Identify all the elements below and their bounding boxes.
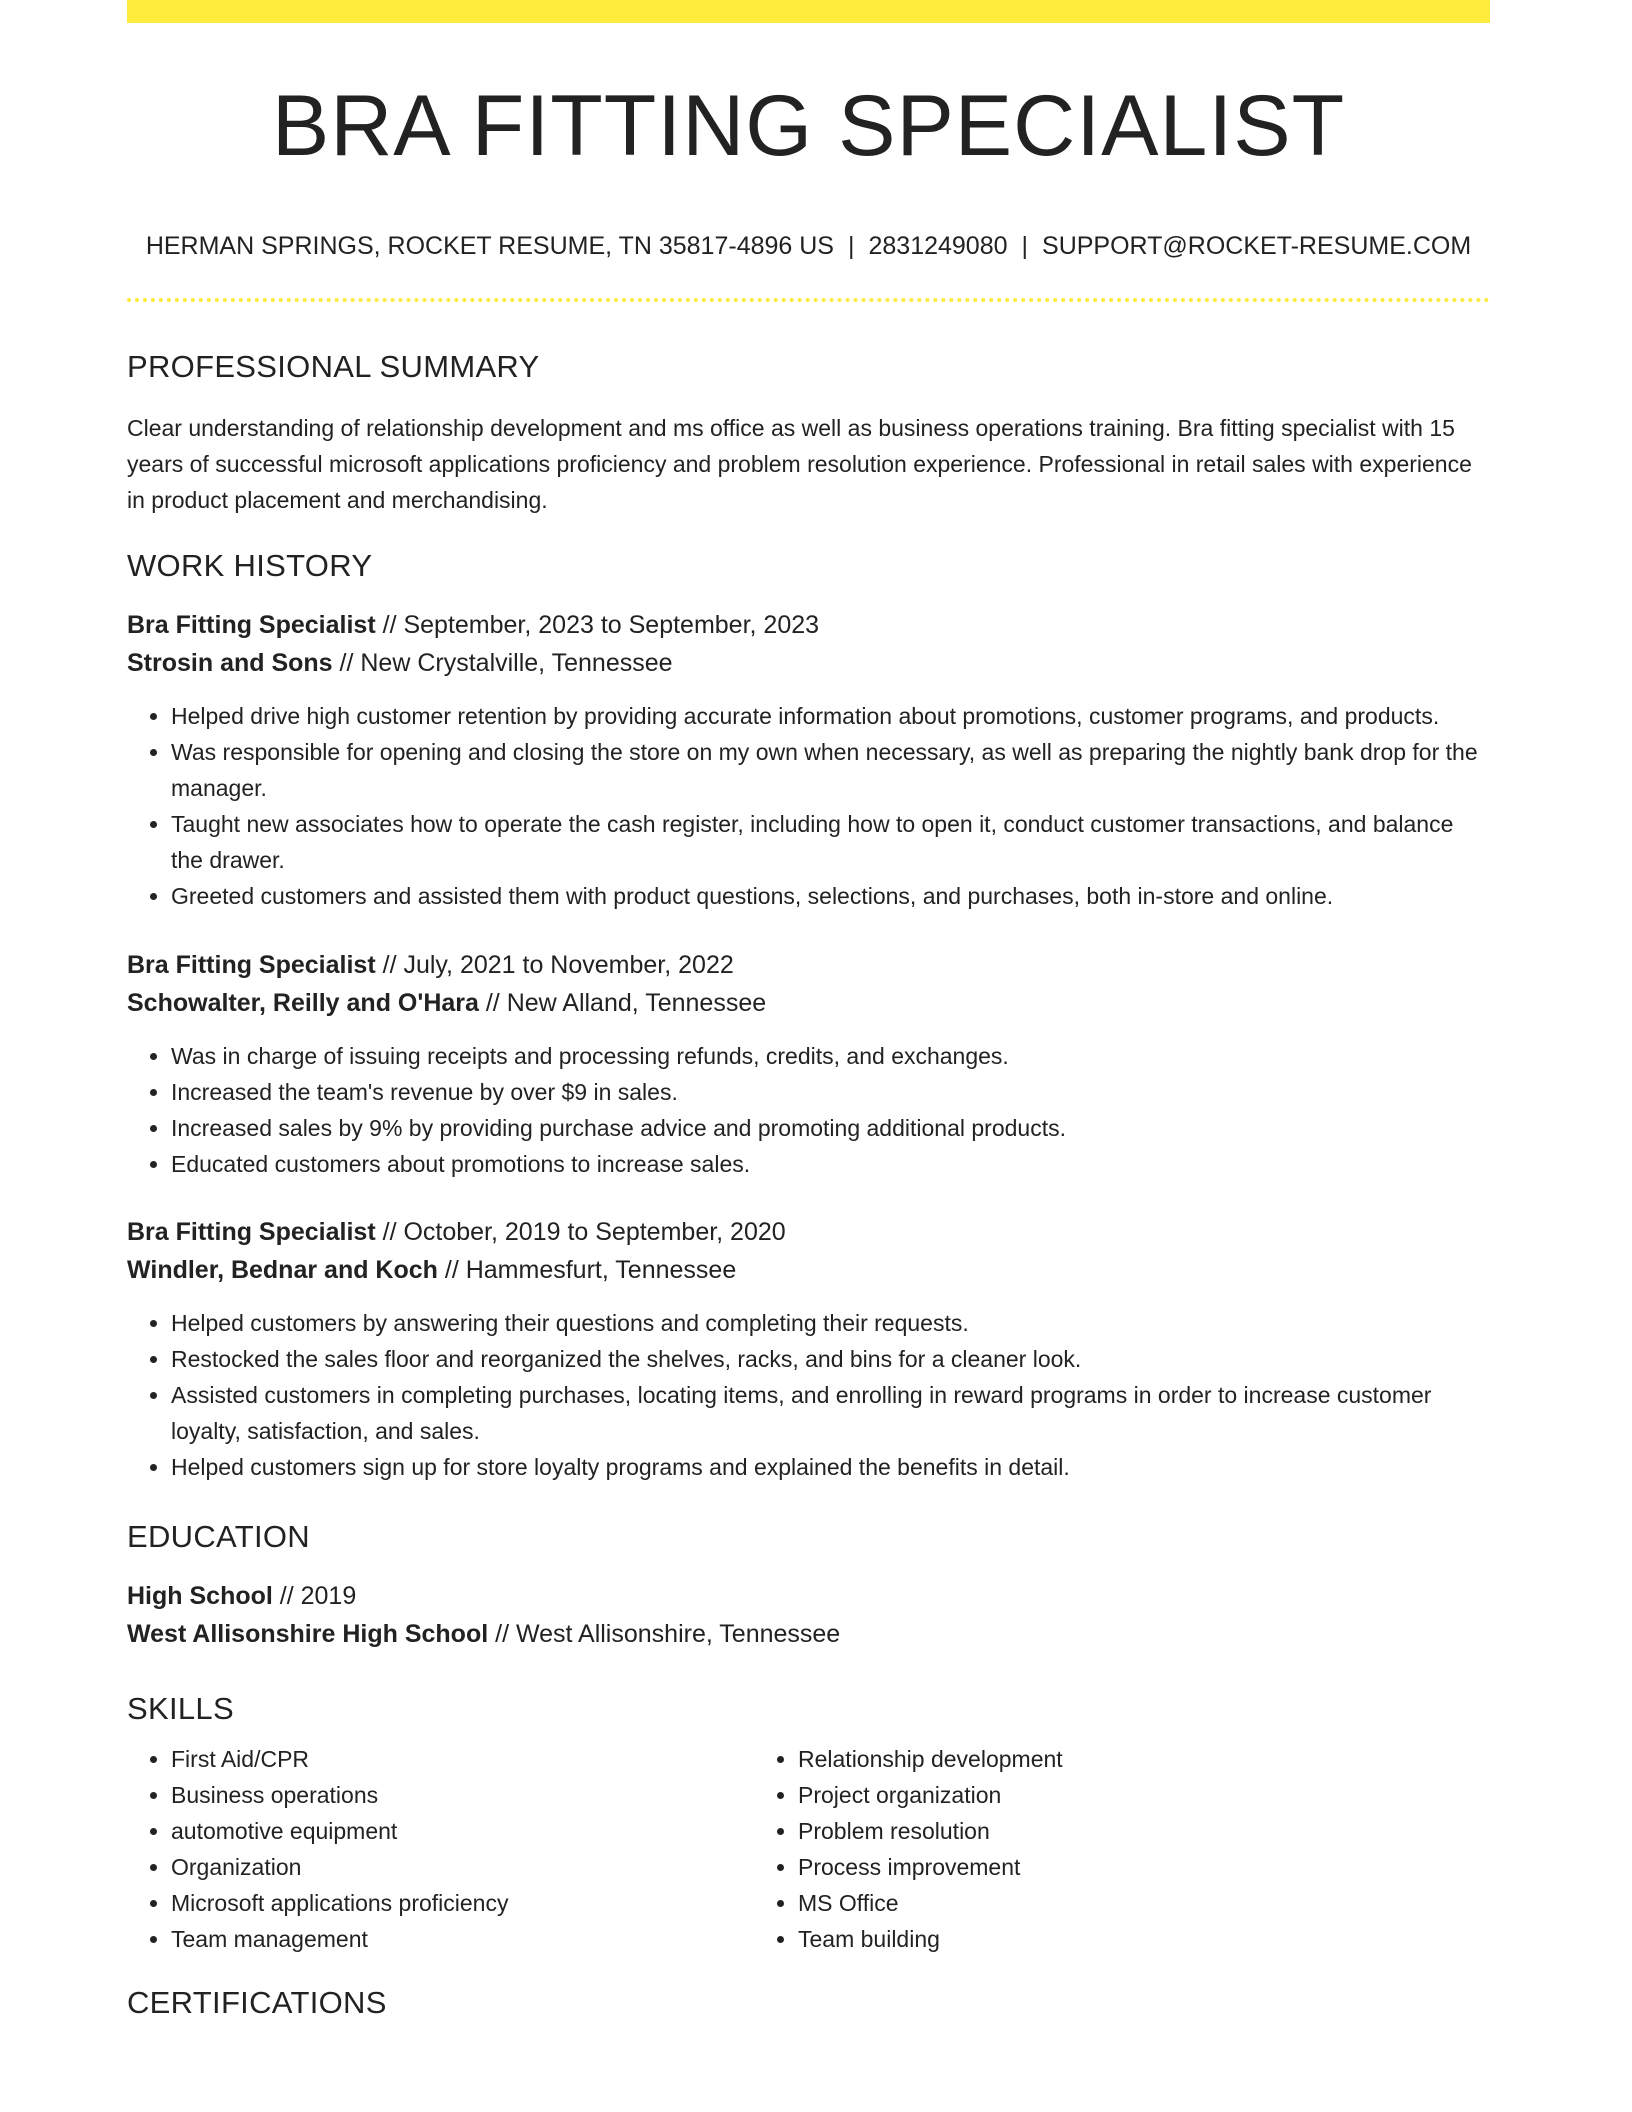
skill-item: • MS Office bbox=[798, 1885, 1381, 1921]
job-bullet: • Helped customers sign up for store loyalty programs and explained the benefits in detail. bbox=[171, 1449, 1490, 1485]
work-history-heading: WORK HISTORY bbox=[127, 548, 373, 583]
skill-item: • Project organization bbox=[798, 1777, 1381, 1813]
skill-item: • Relationship development bbox=[798, 1741, 1381, 1777]
education-location: // West Allisonshire, Tennessee bbox=[488, 1620, 841, 1648]
job-bullet: • Helped customers by answering their questions and completing their requests. bbox=[171, 1305, 1490, 1341]
job-bullet: • Assisted customers in completing purchases, locating items, and enrolling in reward programs in order to increase customer loyalty, satisfaction, and sales. bbox=[171, 1377, 1490, 1449]
job-bullet: • Greeted customers and assisted them with product questions, selections, and purchases, both in-store and online. bbox=[171, 878, 1490, 914]
job-bullets bbox=[127, 1038, 1490, 1182]
summary-heading: PROFESSIONAL SUMMARY bbox=[127, 349, 540, 384]
skills-right-column bbox=[754, 1741, 1381, 1957]
contact-separator: | bbox=[1021, 232, 1029, 260]
education-degree-line bbox=[127, 1577, 1490, 1615]
job-company-line bbox=[127, 1251, 1490, 1289]
job-dates: // July, 2021 to November, 2022 bbox=[375, 951, 734, 979]
skill-item: • Team management bbox=[171, 1921, 754, 1957]
job-bullet: • Helped drive high customer retention by providing accurate information about promotions, customer programs, and products. bbox=[171, 698, 1490, 734]
skills-columns bbox=[127, 1741, 1490, 1957]
skill-item: • automotive equipment bbox=[171, 1813, 754, 1849]
job-bullet: • Was responsible for opening and closing the store on my own when necessary, as well as preparing the nightly bank drop for the manager. bbox=[171, 734, 1490, 806]
resume-page bbox=[127, 0, 1490, 2021]
education-year: // 2019 bbox=[272, 1582, 357, 1610]
education-school: West Allisonshire High School bbox=[127, 1620, 489, 1648]
job-entry bbox=[127, 606, 1490, 914]
top-accent-bar bbox=[127, 0, 1490, 23]
dotted-divider bbox=[127, 298, 1490, 302]
job-company: Schowalter, Reilly and O'Hara bbox=[127, 989, 479, 1017]
education-degree: High School bbox=[127, 1582, 273, 1610]
job-company: Windler, Bednar and Koch bbox=[127, 1256, 438, 1284]
job-bullet: • Restocked the sales floor and reorganized the shelves, racks, and bins for a cleaner look. bbox=[171, 1341, 1490, 1377]
contact-line bbox=[127, 231, 1490, 261]
job-bullets bbox=[127, 698, 1490, 914]
education-entry bbox=[127, 1577, 1490, 1653]
contact-address: HERMAN SPRINGS, ROCKET RESUME, TN 35817-4896 US bbox=[145, 232, 834, 260]
education-school-line bbox=[127, 1615, 1490, 1653]
job-dates: // September, 2023 to September, 2023 bbox=[375, 611, 820, 639]
job-company-line bbox=[127, 984, 1490, 1022]
contact-separator: | bbox=[847, 232, 855, 260]
contact-email: SUPPORT@ROCKET-RESUME.COM bbox=[1042, 232, 1472, 260]
job-bullets bbox=[127, 1305, 1490, 1485]
job-bullet: • Educated customers about promotions to increase sales. bbox=[171, 1146, 1490, 1182]
job-bullet: • Increased the team's revenue by over $9 in sales. bbox=[171, 1074, 1490, 1110]
skills-left-column bbox=[127, 1741, 754, 1957]
job-entry bbox=[127, 1213, 1490, 1485]
skill-item: • Business operations bbox=[171, 1777, 754, 1813]
skill-item: • Process improvement bbox=[798, 1849, 1381, 1885]
contact-phone: 2831249080 bbox=[868, 232, 1008, 260]
job-location: // New Crystalville, Tennessee bbox=[332, 649, 673, 677]
job-bullet: • Was in charge of issuing receipts and processing refunds, credits, and exchanges. bbox=[171, 1038, 1490, 1074]
job-role: Bra Fitting Specialist bbox=[127, 951, 376, 979]
certifications-heading: CERTIFICATIONS bbox=[127, 1985, 387, 2020]
skill-item: • Team building bbox=[798, 1921, 1381, 1957]
job-role: Bra Fitting Specialist bbox=[127, 1218, 376, 1246]
job-role-line bbox=[127, 1213, 1490, 1251]
job-role-line bbox=[127, 946, 1490, 984]
job-location: // New Alland, Tennessee bbox=[478, 989, 767, 1017]
job-company-line bbox=[127, 644, 1490, 682]
job-role: Bra Fitting Specialist bbox=[127, 611, 376, 639]
job-location: // Hammesfurt, Tennessee bbox=[437, 1256, 737, 1284]
job-entry bbox=[127, 946, 1490, 1182]
skills-heading: SKILLS bbox=[127, 1691, 234, 1726]
job-role-line bbox=[127, 606, 1490, 644]
resume-title: BRA FITTING SPECIALIST bbox=[271, 78, 1346, 174]
job-bullet: • Increased sales by 9% by providing purchase advice and promoting additional products. bbox=[171, 1110, 1490, 1146]
skill-item: • First Aid/CPR bbox=[171, 1741, 754, 1777]
summary-text: Clear understanding of relationship development and ms office as well as business operations training. Bra fitting specialist with 15 years of successful microsoft applications proficiency and problem resolution experience. Professional in retail sales with experience in product placement and merchandising. bbox=[127, 415, 1472, 513]
skill-item: • Organization bbox=[171, 1849, 754, 1885]
education-heading: EDUCATION bbox=[127, 1519, 310, 1554]
job-bullet: • Taught new associates how to operate the cash register, including how to open it, conduct customer transactions, and balance the drawer. bbox=[171, 806, 1490, 878]
skill-item: • Problem resolution bbox=[798, 1813, 1381, 1849]
job-company: Strosin and Sons bbox=[127, 649, 333, 677]
skill-item: • Microsoft applications proficiency bbox=[171, 1885, 754, 1921]
job-dates: // October, 2019 to September, 2020 bbox=[375, 1218, 786, 1246]
